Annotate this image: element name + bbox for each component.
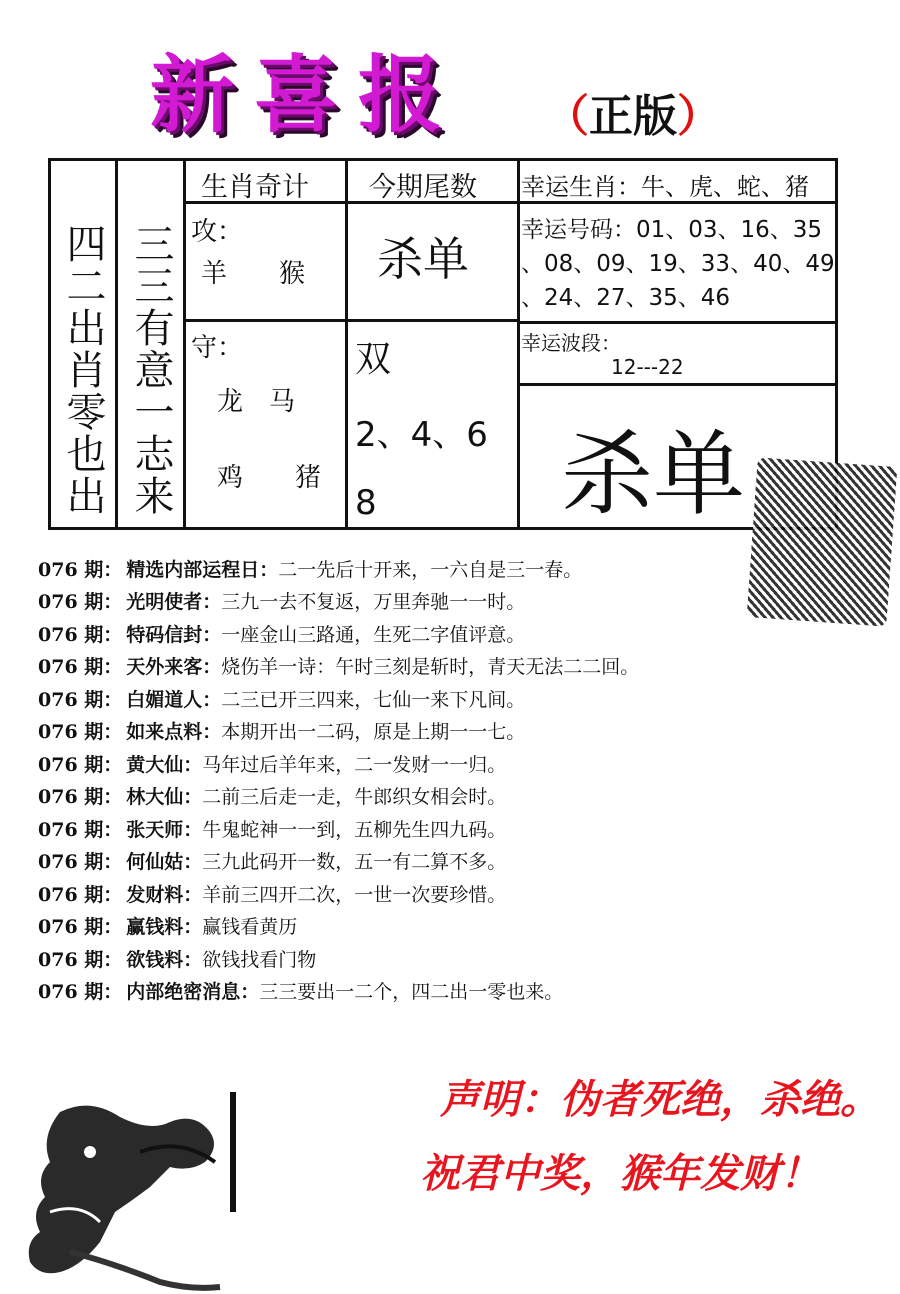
entry-text: 本期开出一二码，原是上期一一七。 — [221, 721, 526, 744]
entry-text: 烧伤羊一诗：午时三刻是斩时，青天无法二二回。 — [221, 656, 640, 679]
divider — [345, 161, 348, 527]
lucky-wave-value: 12---22 — [611, 355, 684, 379]
entry-text: 三九一去不复返，万里奔驰一一时。 — [221, 591, 526, 614]
list-item — [38, 715, 878, 748]
horse-rider-illustration — [20, 1092, 260, 1292]
edition-label — [545, 80, 721, 144]
prediction-list — [38, 552, 878, 1007]
list-item — [38, 617, 878, 650]
source-name: 白媚道人： — [126, 688, 222, 711]
period-label: 076 期： — [38, 753, 123, 776]
period-label: 076 期： — [38, 558, 123, 581]
lucky-numbers-line-1: 幸运号码：01、03、16、35 — [521, 217, 823, 243]
kill-single-small: 杀单 — [377, 232, 469, 286]
second-column-text: 三三有意一志来 — [128, 223, 174, 517]
source-name: 何仙姑： — [126, 851, 203, 874]
list-item — [38, 910, 878, 943]
entry-text: 一座金山三路通，生死二字值评意。 — [221, 623, 526, 646]
double-label: 双 — [355, 339, 392, 380]
entry-text: 欲钱找看门物 — [202, 948, 317, 971]
list-item — [38, 780, 878, 813]
attack-items: 羊 猴 — [201, 259, 306, 289]
source-name: 光明使者： — [126, 591, 222, 614]
list-item — [38, 877, 878, 910]
kill-single-big: 杀单 — [561, 421, 746, 528]
edition-open-bracket: （ — [545, 91, 589, 142]
entry-text: 马年过后羊年来，二一发财一一归。 — [202, 753, 507, 776]
list-item — [38, 552, 878, 585]
attack-label: 攻： — [191, 217, 244, 247]
source-name: 林大仙： — [126, 786, 203, 809]
statement-text: 声明：伪者死绝，杀绝。 — [440, 1076, 880, 1123]
lucky-zodiac: 幸运生肖：牛、虎、蛇、猪 — [521, 173, 809, 201]
period-label: 076 期： — [38, 786, 123, 809]
period-label: 076 期： — [38, 656, 123, 679]
header-tail: 今期尾数 — [369, 172, 477, 203]
period-label: 076 期： — [38, 916, 123, 939]
entry-text: 三三要出一二个，四二出一零也来。 — [259, 981, 564, 1004]
divider — [517, 321, 838, 324]
page-title: 新喜报 — [150, 45, 463, 144]
double-numbers: 2、4、6 — [355, 415, 488, 455]
list-item — [38, 650, 878, 683]
defense-row-1: 龙 马 — [217, 387, 296, 417]
period-label: 076 期： — [38, 883, 123, 906]
period-label: 076 期： — [38, 851, 123, 874]
entry-text: 羊前三四开二次，一世一次要珍惜。 — [202, 883, 507, 906]
source-name: 如来点料： — [126, 721, 222, 744]
source-name: 黄大仙： — [126, 753, 203, 776]
list-item — [38, 747, 878, 780]
edition-text: 正版 — [589, 91, 677, 142]
source-name: 赢钱料： — [126, 916, 203, 939]
lucky-numbers-line-2: 、08、09、19、33、40、49 — [521, 251, 835, 277]
period-label: 076 期： — [38, 721, 123, 744]
header-zodiac: 生肖奇计 — [201, 172, 309, 203]
divider — [517, 383, 838, 386]
double-numbers-tail: 8 — [355, 483, 377, 523]
source-name: 发财料： — [126, 883, 203, 906]
entry-text: 二前三后走一走，牛郎织女相会时。 — [202, 786, 507, 809]
left-column-text: 四二出肖零也出 — [60, 223, 106, 517]
defense-label: 守： — [191, 333, 244, 363]
defense-row-2: 鸡 猪 — [217, 463, 322, 493]
divider — [115, 161, 118, 527]
entry-text: 二三已开三四来，七仙一来下凡间。 — [221, 688, 526, 711]
source-name: 天外来客： — [126, 656, 222, 679]
entry-text: 三九此码开一数，五一有二算不多。 — [202, 851, 507, 874]
period-label: 076 期： — [38, 981, 123, 1004]
source-name: 张天师： — [126, 818, 203, 841]
list-item — [38, 585, 878, 618]
edition-close-bracket: ） — [677, 91, 721, 142]
period-label: 076 期： — [38, 623, 123, 646]
source-name: 特码信封： — [126, 623, 222, 646]
entry-text: 赢钱看黄历 — [202, 916, 298, 939]
period-label: 076 期： — [38, 948, 123, 971]
list-item — [38, 975, 878, 1008]
period-label: 076 期： — [38, 591, 123, 614]
list-item — [38, 812, 878, 845]
list-item — [38, 845, 878, 878]
divider — [517, 161, 520, 527]
source-name: 精选内部运程日： — [126, 558, 279, 581]
list-item — [38, 682, 878, 715]
list-item — [38, 942, 878, 975]
divider — [183, 319, 518, 322]
lucky-numbers-line-3: 、24、27、35、46 — [521, 285, 731, 311]
source-name: 内部绝密消息： — [126, 981, 260, 1004]
lucky-wave-label: 幸运波段： — [521, 331, 621, 355]
blessing-text: 祝君中奖，猴年发财！ — [420, 1150, 820, 1197]
divider — [183, 161, 186, 527]
source-name: 欲钱料： — [126, 948, 203, 971]
period-label: 076 期： — [38, 688, 123, 711]
period-label: 076 期： — [38, 818, 123, 841]
entry-text: 二一先后十开来，一六自是三一春。 — [278, 558, 583, 581]
entry-text: 牛鬼蛇神一一到，五柳先生四九码。 — [202, 818, 507, 841]
info-table — [48, 158, 838, 530]
